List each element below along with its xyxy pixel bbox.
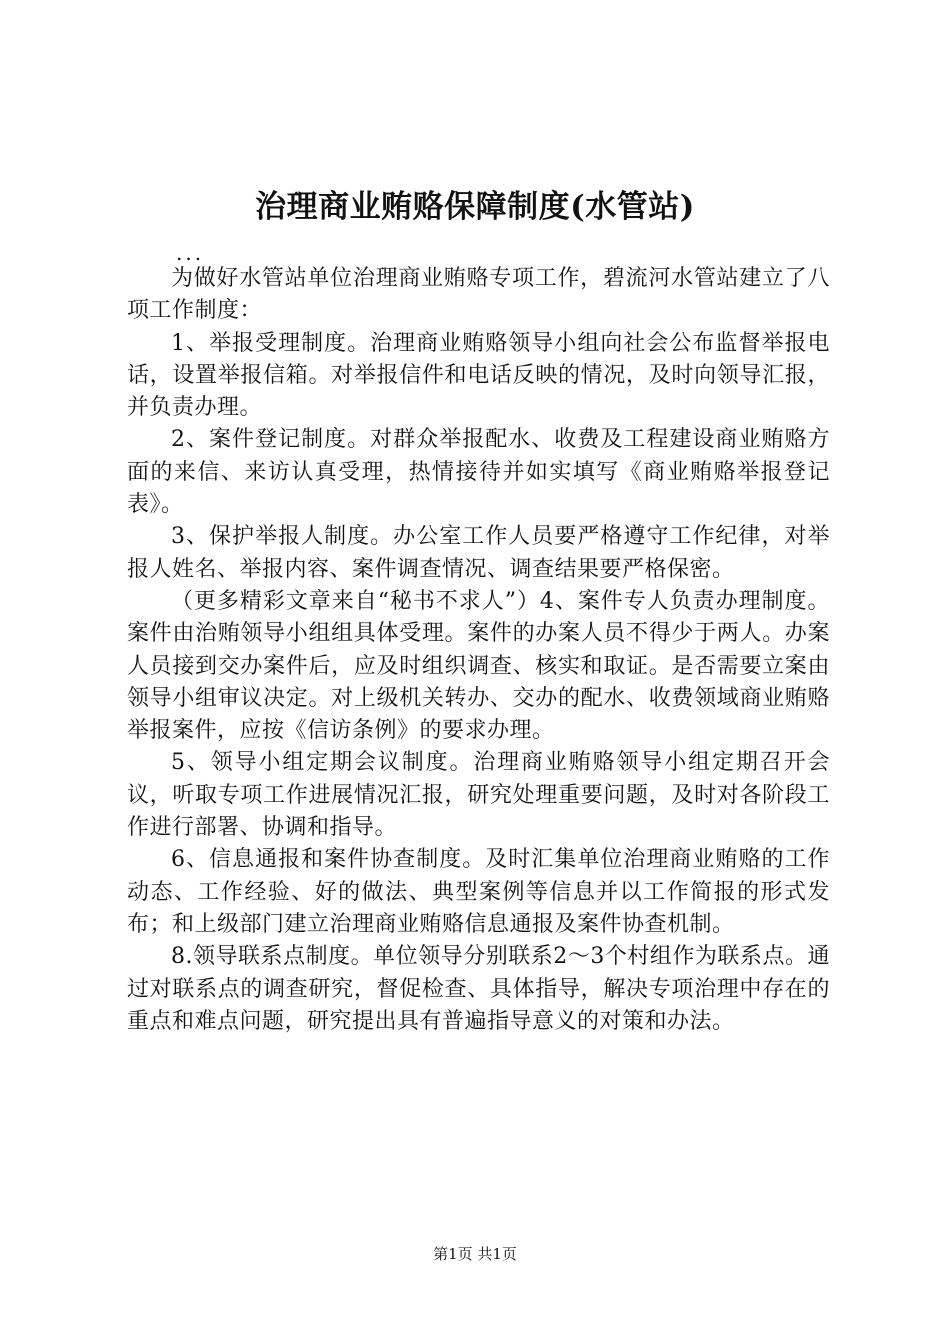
paragraph-case-responsibility: （更多精彩文章来自“秘书不求人”）4、案件专人负责办理制度。案件由治贿领导小组组具体受理。案件的办案人员不得少于两人。办案人员接到交办案件后，应及时组织调查、核实和取证。是否需要立案由领导小组审议决定。对上级机关转办、交办的配水、收费领域商业贿赂举报案件，应按《信访条例》的要求办理。 [127,588,830,744]
paragraph-whistleblower-protection: 3、保护举报人制度。办公室工作人员要严格遵守工作纪律，对举报人姓名、举报内容、案件调查情况、调查结果要严格保密。 [127,524,830,582]
paragraph-leader-contact-points: 8.领导联系点制度。单位领导分别联系2～3个村组作为联系点。通过对联系点的调查研究，督促检查、具体指导，解决专项治理中存在的重点和难点问题，研究提出具有普遍指导意义的对策和办法。 [127,944,830,1034]
document-title: 治理商业贿赂保障制度(水管站) [255,189,695,225]
document-body [127,263,830,1038]
paragraph-information-reporting: 6、信息通报和案件协查制度。及时汇集单位治理商业贿赂的工作动态、工作经验、好的做法、典型案例等信息并以工作简报的形式发布；和上级部门建立治理商业贿赂信息通报及案件协查机制。 [127,847,830,937]
paragraph-regular-meetings: 5、领导小组定期会议制度。治理商业贿赂领导小组定期召开会议，听取专项工作进展情况汇报，研究处理重要问题，及时对各阶段工作进行部署、协调和指导。 [127,750,830,841]
paragraph-case-registration: 2、案件登记制度。对群众举报配水、收费及工程建设商业贿赂方面的来信、来访认真受理，热情接待并如实填写《商业贿赂举报登记表》。 [127,427,830,518]
paragraph-report-acceptance: 1、举报受理制度。治理商业贿赂领导小组向社会公布监督举报电话，设置举报信箱。对举报信件和电话反映的情况，及时向领导汇报，并负责办理。 [127,330,830,421]
ellipsis-mark: ... [176,241,205,265]
paragraph-intro: 为做好水管站单位治理商业贿赂专项工作，碧流河水管站建立了八项工作制度： [127,266,830,324]
page-footer: 第1页 共1页 [433,1245,517,1263]
